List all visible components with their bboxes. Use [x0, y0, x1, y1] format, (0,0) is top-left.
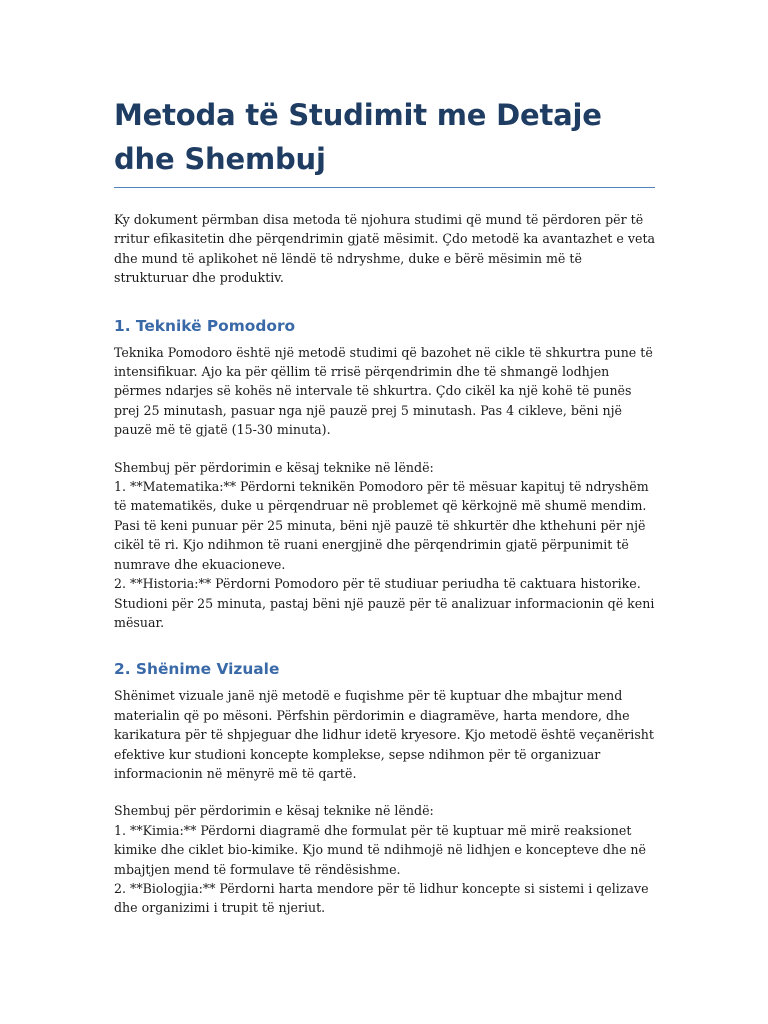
list-item: 1. **Kimia:** Përdorni diagramë dhe formulat për të kuptuar më mirë reaksionet kimike dhe ciklet bio-kimike. Kjo mund të ndihmojë në lidhjen e koncepteve dhe në mbajtjen mend të formulave të rëndësishme.	[114, 822, 646, 877]
title-underline	[114, 187, 655, 188]
list-item: 1. **Matematika:** Përdorni teknikën Pomodoro për të mësuar kapituj të ndryshëm të matematikës, duke u përqendruar në problemet që kërkojnë më shumë mendim. Pasi të keni punuar për 25 minuta, bëni një pauzë të shkurtër dhe kthehuni për një cikël të ri. Kjo ndihmon të ruani energjinë dhe përqendrimin gjatë përpunimit të numrave dhe ekuacioneve.	[114, 479, 649, 572]
examples-intro: Shembuj për përdorimin e kësaj teknike në lëndë:	[114, 459, 434, 475]
section-description: Teknika Pomodoro është një metodë studimi që bazohet në cikle të shkurtra pune të intensifikuar. Ajo ka për qëllim të rrisë përqendrimin dhe të shmangë lodhjen përmes ndarjes së kohës në intervale të shkurtra. Çdo cikël ka një kohë të punës prej 25 minutash, pasuar nga një pauzë prej 5 minutash. Pas 4 cikleve, bëni një pauzë më të gjatë (15-30 minuta).	[114, 344, 653, 438]
section-heading: 2. Shënime Vizuale	[114, 660, 280, 679]
section-visual-notes	[114, 659, 659, 917]
document-title: Metoda të Studimit me Detaje dhe Shembuj	[114, 98, 602, 176]
examples-intro: Shembuj për përdorimin e kësaj teknike në lëndë:	[114, 803, 434, 819]
list-item: 2. **Biologjia:** Përdorni harta mendore për të lidhur koncepte si sistemi i qelizave dhe organizimi i trupit të njeriut.	[114, 880, 649, 916]
list-item: 2. **Historia:** Përdorni Pomodoro për të studiuar periudha të caktuara historike. Studioni për 25 minuta, pastaj bëni një pauzë për të analizuar informacionin që keni mësuar.	[114, 576, 655, 630]
examples-list	[114, 821, 659, 918]
section-pomodoro	[114, 316, 659, 633]
section-heading: 1. Teknikë Pomodoro	[114, 316, 296, 335]
document-body	[114, 93, 659, 918]
intro-paragraph: Ky dokument përmban disa metoda të njohura studimi që mund të përdoren për të rritur efikasitetin dhe përqendrimin gjatë mësimit. Çdo metodë ka avantazhet e veta dhe mund të aplikohet në lëndë të ndryshme, duke e bërë mësimin më të strukturuar dhe produktiv.	[114, 212, 656, 286]
section-description: Shënimet vizuale janë një metodë e fuqishme për të kuptuar dhe mbajtur mend materialin që po mësoni. Përfshin përdorimin e diagramëve, harta mendore, dhe karikatura për të shpjeguar dhe lidhur idetë kryesore. Kjo metodë është veçanërisht efektive kur studioni koncepte komplekse, sepse ndihmon për të organizuar informacionin në mënyrë më të qartë.	[114, 688, 654, 781]
examples-list	[114, 477, 659, 632]
